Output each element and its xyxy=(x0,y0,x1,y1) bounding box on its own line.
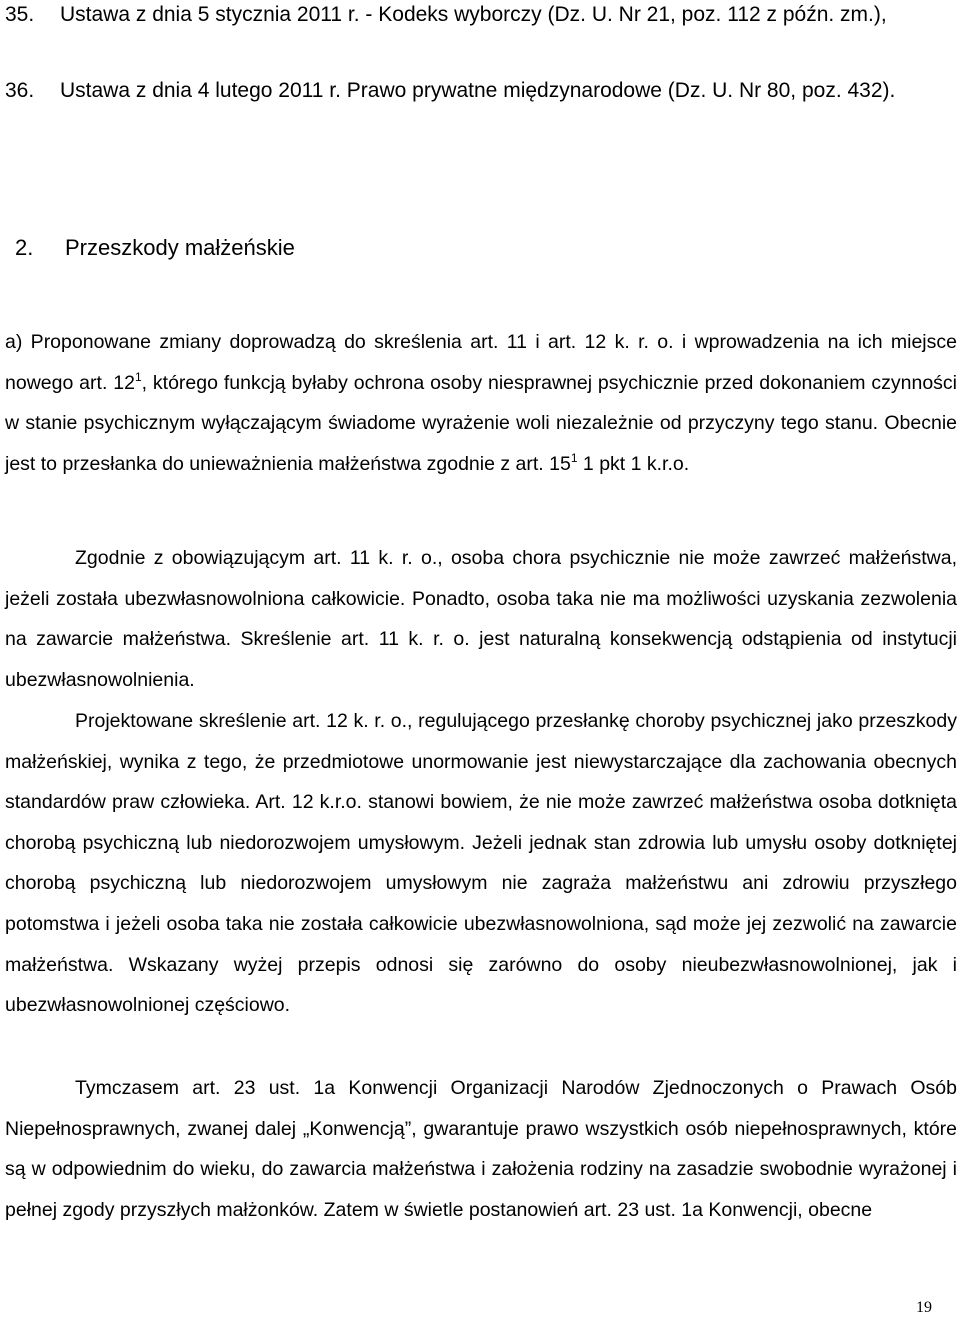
list-item-text: Ustawa z dnia 4 lutego 2011 r. Prawo prywatne międzynarodowe (Dz. U. Nr 80, poz. 432). xyxy=(60,79,896,102)
paragraph-text: a) Proponowane zmiany doprowadzą do skreślenia art. 11 i art. 12 k. r. o. i wprowadzenia na ich miejsce nowego art. 12 xyxy=(5,331,957,394)
paragraph-proposed-changes xyxy=(5,322,957,484)
section-title: Przeszkody małżeńskie xyxy=(65,235,295,260)
paragraph-text: , którego funkcją byłaby ochrona osoby niesprawnej psychicznie przed dokonaniem czynności w stanie psychicznym wyłączającym świadome wyrażenie woli niezależnie od przyczyny tego stanu. Obecnie jest to przesłanka do unieważnienia małżeństwa zgodnie z art. 15 xyxy=(5,371,957,475)
list-item xyxy=(5,70,957,111)
paragraph-current-law: Zgodnie z obowiązującym art. 11 k. r. o., osoba chora psychicznie nie może zawrzeć małżeństwa, jeżeli została ubezwłasnowolniona całkowicie. Ponadto, osoba taka nie ma możliwości uzyskania zezwolenia na zawarcie małżeństwa. Skreślenie art. 11 k. r. o. jest naturalną konsekwencją odstąpienia od instytucji ubezwłasnowolnienia. xyxy=(5,547,957,691)
section-number: 2. xyxy=(15,235,34,260)
list-item xyxy=(5,0,957,35)
paragraph-convention: Tymczasem art. 23 ust. 1a Konwencji Organizacji Narodów Zjednoczonych o Prawach Osób Niepełnosprawnych, zwanej dalej „Konwencją”, gwarantuje prawo wszystkich osób niepełnosprawnych, które są w odpowiednim do wieku, do zawarcia małżeństwa i założenia rodziny na zasadzie swobodnie wyrażonej i pełnej zgody przyszłych małżonków. Zatem w świetle postanowień art. 23 ust. 1a Konwencji, obecne xyxy=(5,1077,957,1221)
superscript: 1 xyxy=(134,369,142,384)
list-item-text: Ustawa z dnia 5 stycznia 2011 r. - Kodeks wyborczy (Dz. U. Nr 21, poz. 112 z późn. zm.), xyxy=(60,3,887,26)
page-number: 19 xyxy=(916,1299,932,1316)
paragraph-projected-deletion: Projektowane skreślenie art. 12 k. r. o., regulującego przesłankę choroby psychicznej jako przeszkody małżeńskiej, wynika z tego, że przedmiotowe unormowanie jest niewystarczające dla zachowania obecnych standardów praw człowieka. Art. 12 k.r.o. stanowi bowiem, że nie może zawrzeć małżeństwa osoba dotknięta chorobą psychiczną lub niedorozwojem umysłowym. Jeżeli jednak stan zdrowia lub umysłu osoby dotkniętej chorobą psychiczną lub niedorozwojem umysłowym nie zagraża małżeństwu ani zdrowiu przyszłego potomstwa i jeżeli osoba taka nie została całkowicie ubezwłasnowolniona, sąd może jej zezwolić na zawarcie małżeństwa. Wskazany wyżej przepis odnosi się zarówno do osoby nieubezwłasnowolnionej, jak i ubezwłasnowolnionej częściowo. xyxy=(5,710,957,1017)
list-item-number: 35. xyxy=(5,3,35,26)
section-heading xyxy=(15,232,295,264)
list-item-number: 36. xyxy=(5,79,35,102)
superscript: 1 xyxy=(570,450,578,465)
paragraph-text: 1 pkt 1 k.r.o. xyxy=(577,452,690,475)
